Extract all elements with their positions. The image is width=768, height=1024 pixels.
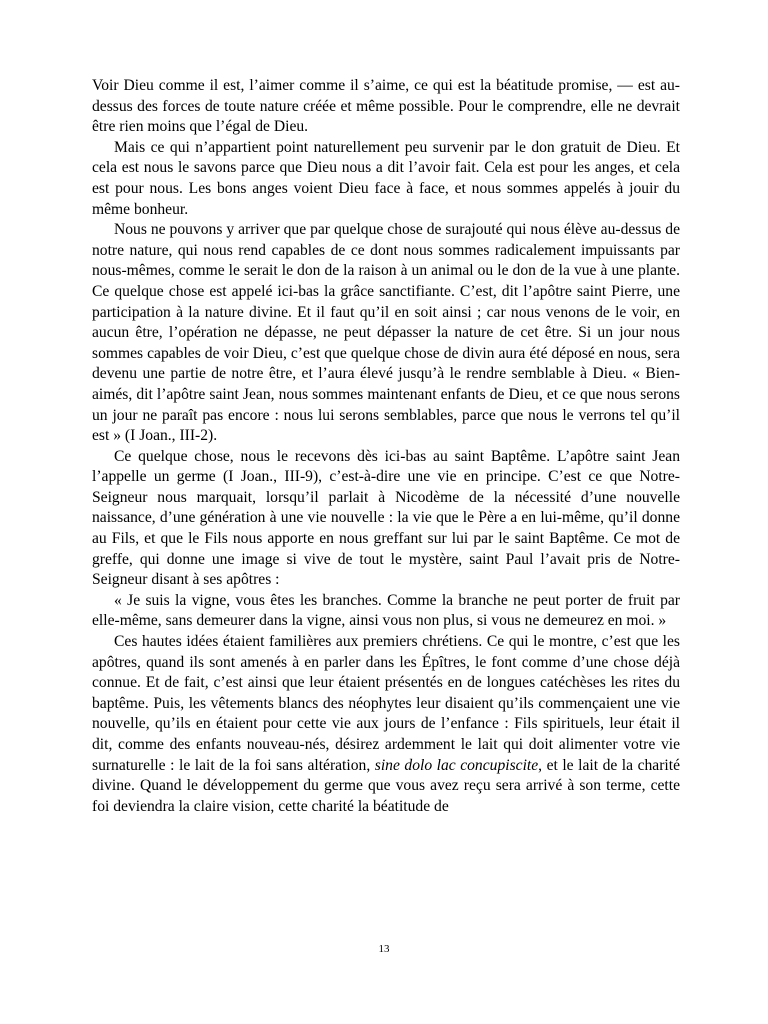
paragraph-6-text-after: , et le lait de la charité divine. Quand le développement du germe que vous avez reçu sera arrivé à son terme, cette foi deviendra la claire vision, cette charité la béatitude de [92,756,681,815]
latin-phrase: sine dolo lac concupiscite [374,756,539,774]
paragraph-2: Mais ce qui n’appartient point naturellement peu survenir par le don gratuit de Dieu. Et cela est nous le savons parce que Dieu nous a dit l’avoir fait. Cela est pour les anges, et cela est pour nous. Les bons anges voient Dieu face à face, et nous sommes appelés à jouir du même bonheur. [92,138,680,218]
paragraph-4: Ce quelque chose, nous le recevons dès ici-bas au saint Baptême. L’apôtre saint Jean l’appelle un germe (I Joan., III-9), c’est-à-dire une vie en principe. C’est ce que Notre-Seigneur nous marquait, lorsqu’il parlait à Nicodème de la nécessité d’une nouvelle naissance, d’une génération à une vie nouvelle : la vie que le Père a en lui-même, qu’il donne au Fils, et que le Fils nous apporte en nous greffant sur lui par le saint Baptême. Ce mot de greffe, qui donne une image si vive de tout le mystère, saint Paul l’avait pris de Notre-Seigneur disant à ses apôtres : [92,447,680,589]
paragraph-6 [92,632,680,817]
paragraph-6-text-before: Ces hautes idées étaient familières aux premiers chrétiens. Ce qui le montre, c’est que les apôtres, quand ils sont amenés à en parler dans les Épîtres, le font comme d’une chose déjà connue. Et de fait, c’est ainsi que leur étaient présentés en de longues catéchèses les rites du baptême. Puis, les vêtements blancs des néophytes leur disaient qu’ils commençaient une vie nouvelle, qu’ils en étaient pour cette vie aux jours de l’enfance : Fils spirituels, leur était il dit, comme des enfants nouveau-nés, désirez ardemment le lait qui doit alimenter votre vie surnaturelle : le lait de la foi sans altération, [92,633,680,774]
paragraph-3: Nous ne pouvons y arriver que par quelque chose de surajouté qui nous élève au-dessus de notre nature, qui nous rend capables de ce dont nous sommes radicalement impuissants par nous-mêmes, comme le serait le don de la raison à un animal ou le don de la vue à une plante. Ce quelque chose est appelé ici-bas la grâce sanctifiante. C’est, dit l’apôtre saint Pierre, une participation à la nature divine. Et il faut qu’il en soit ainsi ; car nous venons de le voir, en aucun être, l’opération ne dépasse, ne peut dépasser la nature de cet être. Si un jour nous sommes capables de voir Dieu, c’est que quelque chose de divin aura été déposé en nous, sera devenu une partie de notre être, et l’aura élevé jusqu’à le rendre semblable à Dieu. « Bien-aimés, dit l’apôtre saint Jean, nous sommes maintenant enfants de Dieu, et ce que nous serons un jour ne paraît pas encore : nous lui serons semblables, parce que nous le verrons tel qu’il est » (I Joan., III-2). [92,221,680,445]
page-number: 13 [378,943,390,955]
body-text [92,76,680,817]
quote-paragraph: « Je suis la vigne, vous êtes les branches. Comme la branche ne peut porter de fruit par elle-même, sans demeurer dans la vigne, ainsi vous non plus, si vous ne demeurez en moi. » [92,591,680,630]
paragraph-1: Voir Dieu comme il est, l’aimer comme il s’aime, ce qui est la béatitude promise, — est au-dessus des forces de toute nature créée et même possible. Pour le comprendre, elle ne devrait être rien moins que l’égal de Dieu. [92,77,680,136]
